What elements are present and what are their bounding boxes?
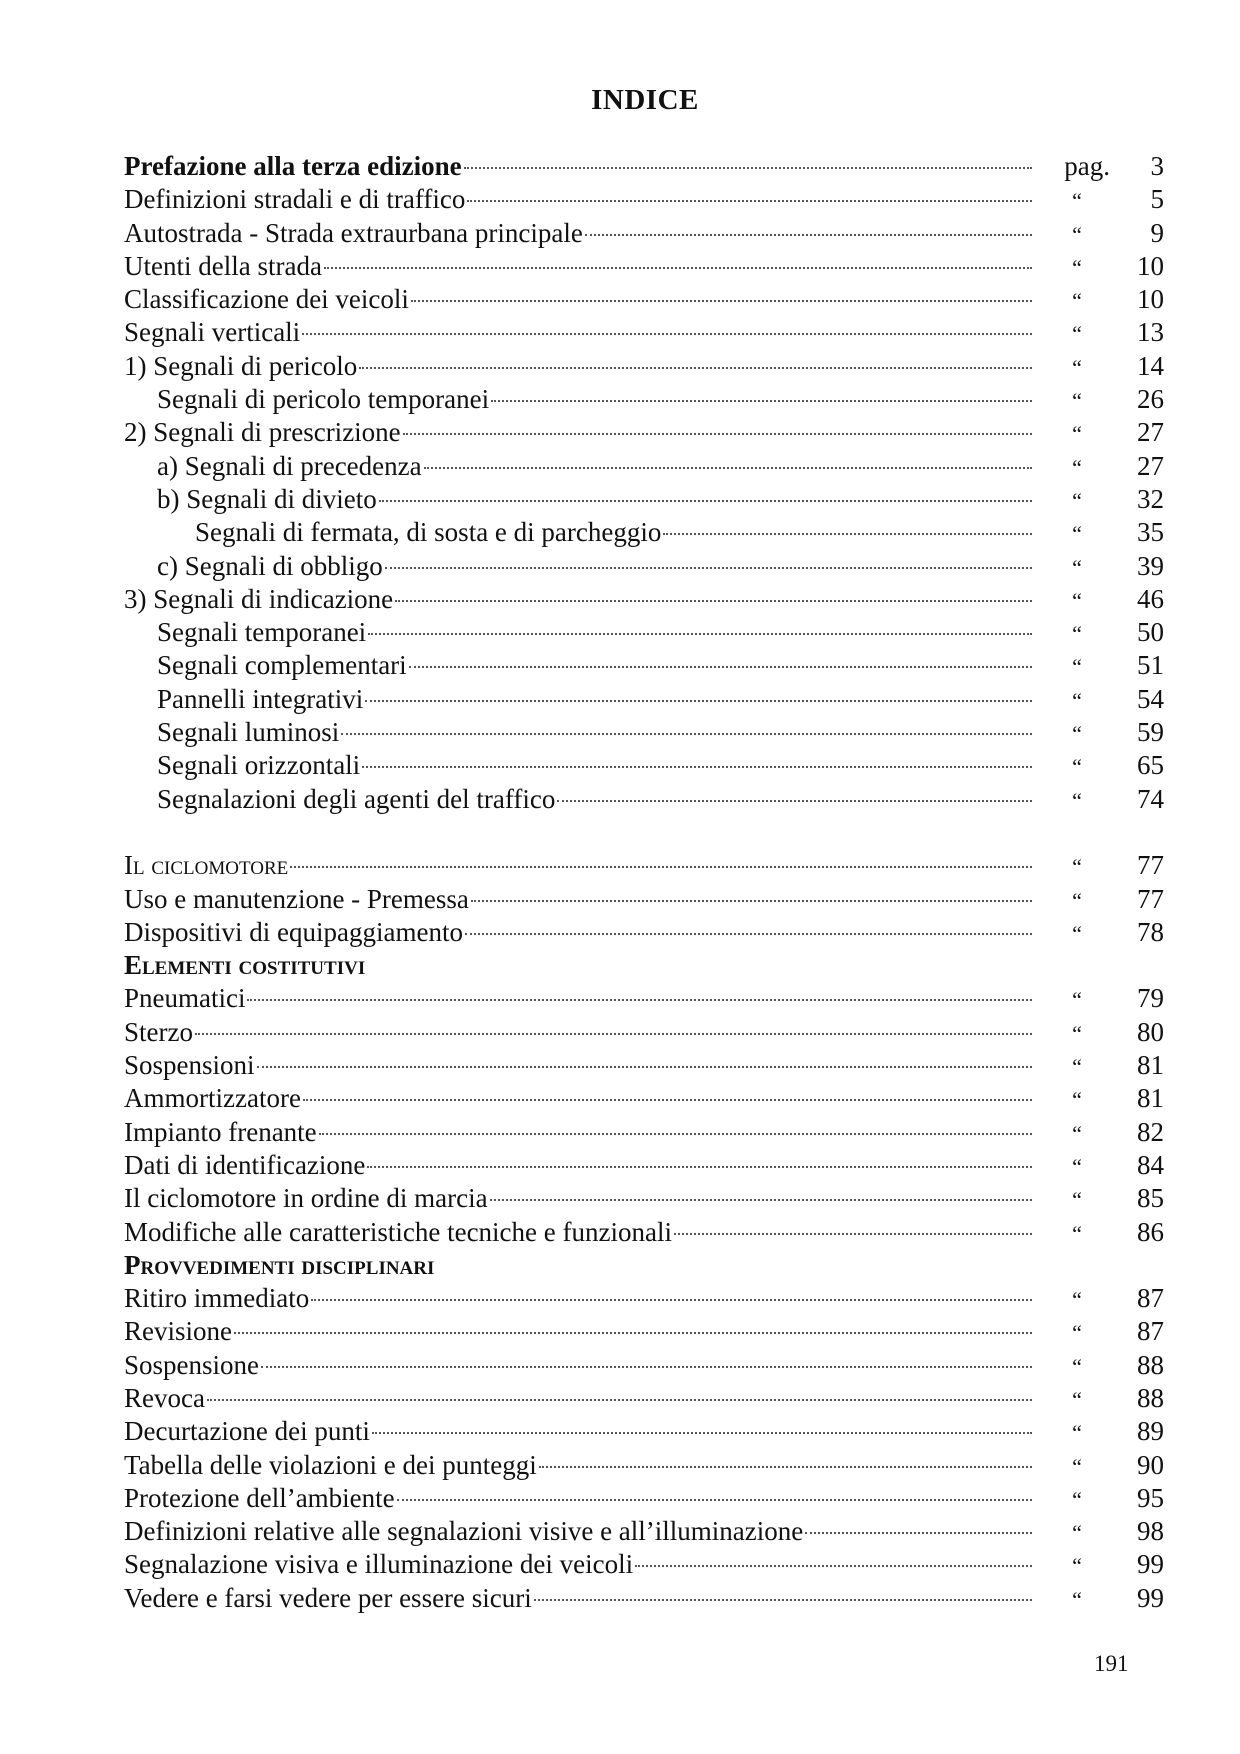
toc-entry-page: 84 [1137,1149,1164,1180]
toc-entry [124,183,1164,216]
toc-entry-page: 50 [1137,617,1164,648]
toc-subheading-label: Elementi costitutivi [124,950,366,981]
toc-entry-mark: “ [1072,1054,1082,1080]
dot-leader [490,1199,1032,1201]
toc-entry-label: Prefazione alla terza edizione [124,151,462,181]
dot-leader [341,733,1032,735]
toc-entry [124,849,1164,882]
toc-entry-page: 98 [1137,1516,1164,1547]
toc-entry-page: 27 [1137,450,1164,481]
toc-entry-mark: “ [1072,1586,1082,1612]
toc-entry-label: Vedere e farsi vedere per essere sicuri [124,1582,532,1613]
toc-entry [124,283,1164,316]
toc-entry-label: Sospensioni [124,1050,255,1081]
toc-entry-mark: “ [1072,288,1082,314]
toc-entry-label: 1) Segnali di pericolo [124,350,358,381]
dot-leader [324,267,1032,269]
toc-entry [124,1582,1164,1615]
toc-entry [124,383,1164,416]
toc-entry-label: Utenti della strada [124,250,322,281]
toc-entry-page: 85 [1137,1183,1164,1214]
toc-entry-mark: “ [1072,354,1082,380]
toc-entry-page: 46 [1137,583,1164,614]
dot-leader [424,467,1032,469]
page-title: INDICE [591,84,699,116]
toc-entry [124,450,1164,483]
dot-leader [403,433,1032,435]
toc-entry-page: 54 [1137,683,1164,714]
toc-entry-label: Ritiro immediato [124,1283,310,1314]
toc-entry-page: 89 [1137,1416,1164,1447]
toc-entry [124,516,1164,549]
dot-leader [362,766,1032,768]
toc-entry-mark: “ [1072,587,1082,613]
toc-entry-page: 87 [1137,1283,1164,1314]
dot-leader [411,300,1032,302]
toc-entry-label: Segnalazione visiva e illuminazione dei veicoli [124,1549,634,1580]
toc-entry-mark: “ [1072,854,1082,880]
toc-entry-mark: “ [1072,687,1082,713]
table-of-contents [124,150,1164,1615]
toc-entry-page: 81 [1137,1050,1164,1081]
toc-section-label: Il ciclomotore [124,850,289,881]
toc-entry-mark: “ [1072,1220,1082,1246]
dot-leader [195,1033,1032,1035]
toc-entry-mark: “ [1072,1020,1082,1046]
dot-leader [395,600,1032,602]
toc-entry-label: c) Segnali di obbligo [157,550,383,581]
toc-entry-mark: “ [1072,1187,1082,1213]
dot-leader [465,933,1032,935]
toc-entry [124,1548,1164,1581]
toc-entry-mark: “ [1072,721,1082,747]
toc-entry-page: 10 [1137,284,1164,315]
toc-entry-mark: “ [1072,487,1082,513]
toc-entry-mark: “ [1072,1453,1082,1479]
toc-entry [124,550,1164,583]
toc-entry [124,749,1164,782]
toc-entry-page: 80 [1137,1016,1164,1047]
toc-entry-page: 88 [1137,1349,1164,1380]
dot-leader [234,1332,1032,1334]
toc-entry-page: 13 [1137,317,1164,348]
dot-leader [261,1366,1032,1368]
toc-entry [124,1082,1164,1115]
toc-entry-mark: “ [1072,1153,1082,1179]
toc-entry-page: 86 [1137,1216,1164,1247]
toc-entry-mark: “ [1072,1353,1082,1379]
toc-entry-page: 10 [1137,250,1164,281]
dot-leader [379,500,1032,502]
toc-entry [124,250,1164,283]
toc-entry [124,350,1164,383]
toc-entry-label: Segnali complementari [157,650,407,681]
dot-leader [367,1166,1032,1168]
toc-entry [124,1182,1164,1215]
dot-leader [805,1532,1032,1534]
toc-entry-mark: “ [1072,1320,1082,1346]
toc-entry [124,150,1164,183]
toc-entry-label: Segnali di fermata, di sosta e di parcheggio [195,517,662,548]
toc-entry-label: b) Segnali di divieto [157,483,377,514]
dot-leader [464,167,1032,169]
toc-entry-label: Dispositivi di equipaggiamento [124,916,463,947]
toc-entry-mark: “ [1072,654,1082,680]
toc-entry-page: 39 [1137,550,1164,581]
toc-entry-page: 77 [1137,883,1164,914]
toc-entry-page: 99 [1137,1549,1164,1580]
toc-entry-label: Classificazione dei veicoli [124,284,409,315]
dot-leader [491,400,1032,402]
toc-entry-label: Pannelli integrativi [157,683,364,714]
dot-leader [397,1499,1032,1501]
toc-entry-page: 3 [1150,151,1164,181]
toc-entry [124,1049,1164,1082]
toc-entry-mark: “ [1072,1087,1082,1113]
dot-leader [385,567,1032,569]
toc-entry [124,1515,1164,1548]
toc-entry-label: Revisione [124,1316,232,1347]
toc-entry-mark: “ [1072,1386,1082,1412]
toc-entry-label: Segnalazioni degli agenti del traffico [157,783,556,814]
dot-leader [365,700,1032,702]
toc-entry [124,1315,1164,1348]
toc-entry [124,217,1164,250]
toc-entry [124,883,1164,916]
dot-leader [368,633,1032,635]
dot-leader [372,1432,1032,1434]
toc-entry [124,1216,1164,1249]
toc-subheading [124,1249,1164,1282]
toc-subheading [124,949,1164,982]
toc-entry-page: 99 [1137,1582,1164,1613]
dot-leader [207,1399,1032,1401]
toc-entry-page: 87 [1137,1316,1164,1347]
toc-entry-mark: pag. [1064,151,1110,181]
toc-entry-label: Definizioni stradali e di traffico [124,184,466,215]
toc-entry [124,483,1164,516]
dot-leader [290,866,1032,868]
toc-entry-page: 5 [1150,184,1164,215]
toc-entry-page: 95 [1137,1482,1164,1513]
toc-entry-page: 27 [1137,417,1164,448]
dot-leader [409,666,1032,668]
toc-entry-mark: “ [1072,754,1082,780]
toc-entry-label: Tabella delle violazioni e dei punteggi [124,1449,537,1480]
toc-entry-label: Segnali luminosi [157,717,340,748]
toc-entry [124,1282,1164,1315]
toc-entry-page: 35 [1137,517,1164,548]
toc-entry-page: 74 [1137,783,1164,814]
toc-entry [124,716,1164,749]
toc-entry-mark: “ [1072,1420,1082,1446]
dot-leader [319,1133,1032,1135]
toc-entry [124,1415,1164,1448]
toc-entry-mark: “ [1072,188,1082,214]
toc-entry-mark: “ [1072,1287,1082,1313]
toc-entry [124,583,1164,616]
toc-entry [124,683,1164,716]
toc-entry-label: 3) Segnali di indicazione [124,583,394,614]
toc-entry [124,916,1164,949]
toc-entry-page: 26 [1137,384,1164,415]
toc-entry [124,416,1164,449]
toc-entry-mark: “ [1072,920,1082,946]
toc-entry-mark: “ [1072,221,1082,247]
toc-entry-label: Revoca [124,1382,205,1413]
toc-entry-label: Uso e manutenzione - Premessa [124,883,469,914]
toc-entry [124,1116,1164,1149]
toc-entry-mark: “ [1072,321,1082,347]
dot-leader [674,1233,1032,1235]
toc-entry-page: 82 [1137,1116,1164,1147]
toc-entry-label: Segnali verticali [124,317,301,348]
toc-entry-label: 2) Segnali di prescrizione [124,417,401,448]
dot-leader [663,533,1032,535]
toc-entry-page: 79 [1137,983,1164,1014]
toc-entry-label: Segnali temporanei [157,617,367,648]
section-spacer [124,816,1164,849]
dot-leader [557,800,1032,802]
toc-entry-page: 32 [1137,483,1164,514]
toc-entry-mark: “ [1072,554,1082,580]
toc-entry-mark: “ [1072,887,1082,913]
toc-entry-label: Impianto frenante [124,1116,317,1147]
toc-entry-mark: “ [1072,787,1082,813]
dot-leader [534,1599,1032,1601]
dot-leader [302,333,1032,335]
toc-entry [124,1382,1164,1415]
dot-leader [635,1565,1032,1567]
toc-entry-page: 9 [1150,217,1164,248]
toc-entry-label: Sospensione [124,1349,259,1380]
dot-leader [247,999,1032,1001]
dot-leader [471,900,1032,902]
toc-entry-label: Segnali orizzontali [157,750,361,781]
toc-entry [124,1016,1164,1049]
toc-entry-page: 78 [1137,916,1164,947]
toc-entry-page: 59 [1137,717,1164,748]
dot-leader [303,1099,1032,1101]
toc-entry-page: 65 [1137,750,1164,781]
toc-entry-mark: “ [1072,1486,1082,1512]
toc-entry [124,1149,1164,1182]
toc-entry-page: 81 [1137,1083,1164,1114]
toc-subheading-label: Provvedimenti disciplinari [124,1249,435,1280]
toc-entry-mark: “ [1072,388,1082,414]
toc-entry-page: 51 [1137,650,1164,681]
dot-leader [585,234,1032,236]
toc-entry-page: 88 [1137,1382,1164,1413]
toc-entry [124,616,1164,649]
toc-entry [124,649,1164,682]
toc-entry-label: Segnali di pericolo temporanei [157,384,490,415]
toc-entry-label: Pneumatici [124,983,246,1014]
page-number: 191 [1094,1651,1129,1676]
toc-entry-label: Il ciclomotore in ordine di marcia [124,1183,488,1214]
dot-leader [359,367,1032,369]
toc-entry-label: Decurtazione dei punti [124,1416,370,1447]
toc-entry-page: 14 [1137,350,1164,381]
dot-leader [467,200,1032,202]
toc-entry-label: Modifiche alle caratteristiche tecniche e funzionali [124,1216,672,1247]
toc-entry-page: 77 [1137,850,1164,881]
toc-entry-label: Protezione dell’ambiente [124,1482,395,1513]
dot-leader [539,1466,1032,1468]
dot-leader [257,1066,1032,1068]
toc-entry-mark: “ [1072,621,1082,647]
toc-entry-mark: “ [1072,1120,1082,1146]
toc-entry-label: Autostrada - Strada extraurbana principale [124,217,583,248]
toc-entry-mark: “ [1072,454,1082,480]
toc-entry-mark: “ [1072,987,1082,1013]
toc-entry [124,316,1164,349]
toc-entry-label: Ammortizzatore [124,1083,301,1114]
toc-entry-mark: “ [1072,1520,1082,1546]
toc-entry [124,1349,1164,1382]
toc-entry-label: Dati di identificazione [124,1149,366,1180]
toc-entry-mark: “ [1072,421,1082,447]
dot-leader [311,1299,1032,1301]
toc-entry [124,1482,1164,1515]
toc-entry-mark: “ [1072,1553,1082,1579]
toc-entry [124,1449,1164,1482]
toc-entry-label: Sterzo [124,1016,193,1047]
toc-entry [124,982,1164,1015]
toc-entry [124,783,1164,816]
toc-entry-page: 90 [1137,1449,1164,1480]
toc-entry-label: a) Segnali di precedenza [157,450,422,481]
toc-entry-label: Definizioni relative alle segnalazioni visive e all’illuminazione [124,1516,804,1547]
toc-entry-mark: “ [1072,254,1082,280]
toc-entry-mark: “ [1072,521,1082,547]
